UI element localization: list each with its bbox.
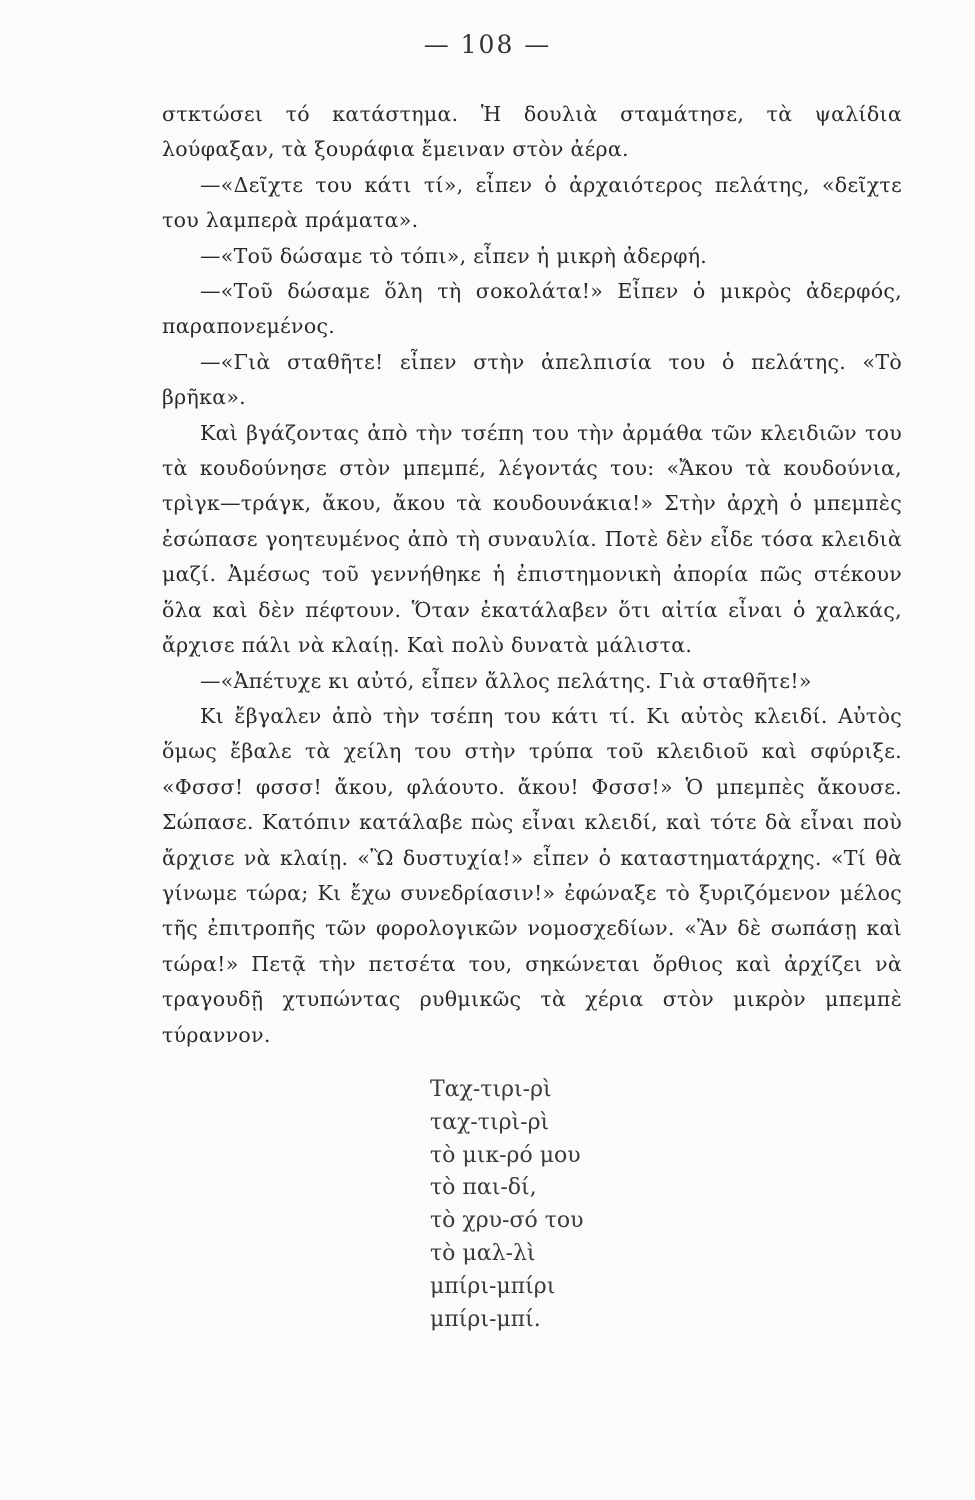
song-line: Ταχ-τιρι-ρὶ bbox=[430, 1077, 552, 1102]
body-text bbox=[162, 97, 902, 1053]
paragraph-dialog: —«Τοῦ δώσαμε τὸ τόπι», εἶπεν ἡ μικρὴ ἀδερφή. bbox=[200, 243, 708, 268]
song-line: τὸ μαλ-λὶ bbox=[430, 1240, 536, 1266]
paragraph-dialog: —«Ἀπέτυχε κι αὐτό, εἶπεν ἄλλος πελάτης. Γιὰ σταθῆτε!» bbox=[200, 668, 812, 693]
paragraph-dialog: —«Τοῦ δώσαμε ὅλη τὴ σοκολάτα!» Εἶπεν ὁ μικρὸς ἀδερφός, παραπονεμένος. bbox=[162, 279, 902, 339]
song-line: ταχ-τιρὶ-ρὶ bbox=[430, 1109, 550, 1135]
song-verse bbox=[430, 1074, 584, 1336]
song-line: τὸ μικ-ρό μου bbox=[430, 1142, 581, 1168]
paragraph-dialog: —«Γιὰ σταθῆτε! εἶπεν στὴν ἀπελπισία του ὁ πελάτης. «Τὸ βρῆκα». bbox=[162, 349, 902, 410]
song-line: μπίρι-μπί. bbox=[430, 1306, 541, 1332]
page-number: — 108 — bbox=[423, 30, 552, 59]
paragraph: Κι ἔβγαλεν ἀπὸ τὴν τσέπη του κάτι τί. Κι αὐτὸς κλειδί. Αὐτὸς ὅμως ἔβαλε τὰ χείλη του στὴν τρύπα τοῦ κλειδιοῦ καὶ σφύριξε. «Φσσσ! φσσσ! ἄκου, φλάουτο. ἄκου! Φσσσ!» Ὁ μπεμπὲς ἄκουσε. Σώπασε. Κατόπιν κατάλαβε πὼς εἶναι κλειδί, καὶ τότε δὰ εἶναι ποὺ ἄρχισε νὰ κλαίῃ. «Ὢ δυστυχία!» εἶπεν ὁ καταστηματάρχης. «Τί θὰ γίνωμε τώρα; Κι ἔχω συνεδρίασιν!» ἐφώναξε τὸ ξυριζόμενον μέλος τῆς ἐπιτροπῆς τῶν φορολογικῶν νομοσχεδίων. «Ἂν δὲ σωπάσῃ καὶ τώρα!» Πετᾷ τὴν πετσέτα του, σηκώνεται ὄρθιος καὶ ἀρχίζει νὰ τραγουδῇ χτυπώντας ρυθμικῶς τὰ χέρια στὸν μικρὸν μπεμπὲ τύραννον. bbox=[162, 703, 902, 1047]
song-line: τὸ χρυ-σό του bbox=[430, 1208, 584, 1234]
paragraph: Καὶ βγάζοντας ἀπὸ τὴν τσέπη του τὴν ἀρμάθα τῶν κλειδιῶν του τὰ κουδούνησε στὸν μπεμπέ, λέγοντάς του: «Ἄκου τὰ κουδούνια, τρὶγκ—τράγκ, ἄκου, ἄκου τὰ κουδουνάκια!» Στὴν ἀρχὴ ὁ μπεμπὲς ἐσώπασε γοητευμένος ἀπὸ τὴ συναυλία. Ποτὲ δὲν εἶδε τόσα κλειδιὰ μαζί. Ἀμέσως τοῦ γεννήθηκε ἡ ἐπιστημονικὴ ἀπορία πῶς στέκουν ὅλα καὶ δὲν πέφτουν. Ὅταν ἐκατάλαβεν ὅτι αἰτία εἶναι ὁ χαλκάς, ἄρχισε πάλι νὰ κλαίῃ. Καὶ πολὺ δυνατὰ μάλιστα. bbox=[162, 420, 902, 658]
paragraph-continuation: στκτώσει τό κατάστημα. Ἡ δουλιὰ σταμάτησε, τὰ ψαλίδια λούφαξαν, τὰ ξουράφια ἔμειναν στὸν ἀέρα. bbox=[162, 102, 902, 162]
song-line: μπίρι-μπίρι bbox=[430, 1273, 556, 1299]
song-line: τὸ παι-δί, bbox=[430, 1175, 537, 1201]
paragraph-dialog: —«Δεῖχτε του κάτι τί», εἶπεν ὁ ἀρχαιότερος πελάτης, «δεῖχτε του λαμπερὰ πράματα». bbox=[162, 172, 902, 233]
